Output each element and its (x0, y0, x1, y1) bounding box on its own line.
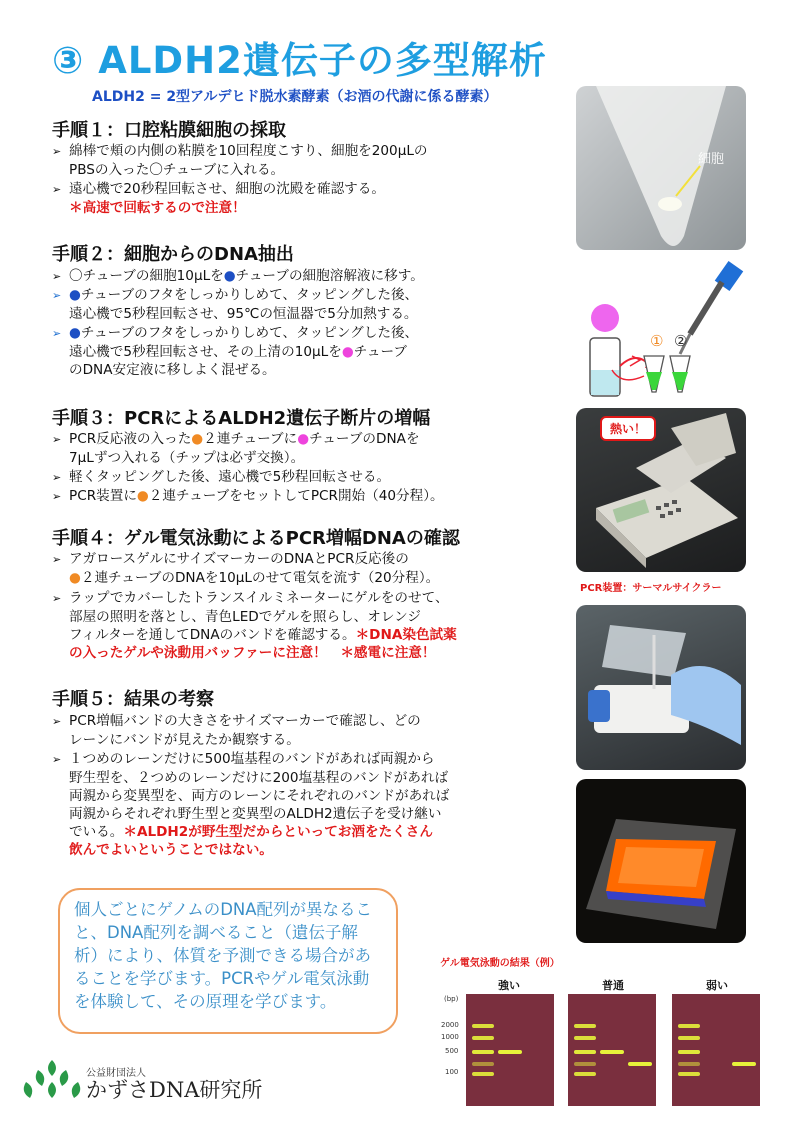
step4-item1: ➢ アガロースゲルにサイズマーカーのDNAとPCR反応後の ●２連チューブのDNAを10µLのせて電気を流す（20分程）。 (52, 551, 440, 586)
marker-label-2000: 2000 (441, 1021, 459, 1029)
page-subtitle: ALDH2 = 2型アルデヒド脱水素酵素（お酒の代謝に係る酵素） (92, 89, 498, 105)
bullet-icon: ➢ (52, 183, 62, 196)
blue-dot-icon: ● (69, 325, 81, 341)
cell-label: 細胞 (698, 152, 725, 167)
step3-item3: ➢ PCR装置に●２連チューブをセットしてPCR開始（40分程）。 (52, 488, 444, 504)
warning-text: 飲んでよいということではない。 (69, 842, 273, 858)
warning-text: ＊DNA染色試薬 (355, 627, 457, 643)
step3-item2: ➢ 軽くタッピングした後、遠心機で5秒程回転させる。 (52, 469, 391, 485)
step1-item2: ➢ 遠心機で20秒程回転させ、細胞の沈殿を確認する。 ＊高速で回転するので注意！ (52, 181, 385, 216)
blue-dot-icon: ● (69, 287, 81, 303)
bullet-icon: ➢ (52, 433, 62, 446)
step5-item2: ➢ １つめのレーンだけに500塩基程のバンドがあれば両親から 野生型を、２つめのレーンだけに200塩基程のバンドがあれば 両親から変異型を、両方のレーンにそれぞれのバンドがあれば 両親からそれぞれ野生型と変異型のALDH2遺伝子を受け継い でいる。＊ALDH2が野生型だからといってお酒をたくさん 飲んでよいということではない。 (52, 751, 450, 858)
step3-heading: 手順３：PCRによるALDH2遺伝子断片の増幅 (52, 408, 431, 429)
hot-warning-badge: 熱い！ (600, 416, 656, 441)
tube2-number: ② (674, 332, 688, 350)
bullet-icon: ➢ (52, 715, 62, 728)
marker-band (678, 1062, 700, 1066)
blue-dot-icon: ● (223, 268, 236, 284)
marker-band (678, 1072, 700, 1076)
marker-band (472, 1072, 494, 1076)
gel-panel-label: 普通 (602, 979, 624, 992)
bullet-icon: ➢ (52, 753, 62, 766)
step3-item1: ➢ PCR反応液の入った●２連チューブに●チューブのDNAを 7µLずつ入れる（チップは必ず交換）。 (52, 431, 420, 466)
gel-panel-label: 弱い (706, 979, 728, 992)
photo-gel-loading (576, 605, 746, 770)
marker-label-100: 100 (445, 1068, 459, 1076)
gel-results-caption: ゲル電気泳動の結果（例） (440, 958, 560, 969)
lane2-band (628, 1062, 652, 1066)
kazusa-logo-icon (20, 1056, 84, 1102)
gel-panel-1 (466, 994, 554, 1106)
marker-label-1000: 1000 (441, 1033, 459, 1041)
marker-band (678, 1050, 700, 1054)
step5-heading: 手順５：結果の考察 (52, 689, 214, 710)
bullet-icon: ➢ (52, 270, 62, 283)
lane1-band (600, 1050, 624, 1054)
bullet-icon: ➢ (52, 327, 62, 340)
marker-label-500: 500 (445, 1047, 459, 1055)
step2-heading: 手順２：細胞からのDNA抽出 (52, 244, 294, 265)
marker-band (574, 1072, 596, 1076)
transilluminator-illustration (576, 779, 746, 943)
gel-panel-3 (672, 994, 760, 1106)
bullet-icon: ➢ (52, 471, 62, 484)
orange-dot-icon: ● (69, 570, 81, 586)
bullet-icon: ➢ (52, 490, 62, 503)
marker-band (574, 1024, 596, 1028)
marker-band (574, 1036, 596, 1040)
marker-band (472, 1036, 494, 1040)
photo-pcr-machine (576, 408, 746, 572)
gel-panel-2 (568, 994, 656, 1106)
marker-band (574, 1062, 596, 1066)
marker-band (574, 1050, 596, 1054)
marker-band (472, 1062, 494, 1066)
logo-org-name: かずさDNA研究所 (86, 1078, 263, 1102)
step2-item3: ➢ ●チューブのフタをしっかりしめて、タッピングした後、 遠心機で5秒程回転させ、その上清の10µLを●チューブ のDNA安定液に移しよく混ぜる。 (52, 325, 419, 378)
step1-heading: 手順１：口腔粘膜細胞の採取 (52, 120, 286, 141)
page-title: ③ ALDH2遺伝子の多型解析 (52, 39, 547, 82)
gel-panel-label: 強い (498, 979, 520, 992)
bullet-icon: ➢ (52, 289, 62, 302)
orange-dot-icon: ● (191, 431, 204, 447)
warning-text: ＊ALDH2が野生型だからといってお酒をたくさん (123, 824, 433, 840)
photo-tube-cells (576, 86, 746, 250)
bullet-icon: ➢ (52, 553, 62, 566)
bullet-icon: ➢ (52, 592, 62, 605)
tube1-number: ① (650, 332, 664, 350)
bullet-icon: ➢ (52, 145, 62, 158)
step5-item1: ➢ PCR増幅バンドの大きさをサイズマーカーで確認し、どの レーンにバンドが見えたか観察する。 (52, 713, 421, 748)
tube-illustration (576, 86, 746, 250)
step4-item2: ➢ ラップでカバーしたトランスイルミネーターにゲルをのせて、 部屋の照明を落とし、青色LEDでゲルを照らし、オレンジ フィルターを通してDNAのバンドを確認する。＊DNA染色試薬 の入ったゲルや泳動用バッファーに注意！ ＊感電に注意！ (52, 590, 457, 661)
lane1-band (498, 1050, 522, 1054)
bp-unit-label: (bp) (444, 995, 459, 1003)
marker-band (678, 1036, 700, 1040)
marker-band (678, 1024, 700, 1028)
step4-heading: 手順４：ゲル電気泳動によるPCR増幅DNAの確認 (52, 528, 460, 549)
pink-dot-icon: ● (297, 431, 310, 447)
step2-item2: ➢ ●チューブのフタをしっかりしめて、タッピングした後、 遠心機で5秒程回転させ、95℃の恒温器で5分加熱する。 (52, 287, 419, 322)
lane2-band (732, 1062, 756, 1066)
marker-band (472, 1050, 494, 1054)
diagram-tubes-pipette (582, 258, 752, 400)
warning-text: ＊高速で回転するので注意！ (69, 200, 246, 216)
gel-loading-illustration (576, 605, 746, 770)
warning-text: の入ったゲルや泳動用バッファーに注意！ ＊感電に注意！ (69, 645, 436, 661)
summary-note: 個人ごとにゲノムのDNA配列が異なること、DNA配列を調べること（遺伝子解析）により、体質を予測できる場合があることを学びます。PCRやゲル電気泳動を体験して、その原理を学びます。 (58, 888, 398, 1034)
photo-transilluminator (576, 779, 746, 943)
step1-item1: ➢ 綿棒で頬の内側の粘膜を10回程度こすり、細胞を200µLの PBSの入った〇チューブに入れる。 (52, 143, 428, 178)
logo-org-type: 公益財団法人 (86, 1068, 146, 1079)
pink-dot-icon: ● (341, 344, 354, 360)
step2-item1: ➢ 〇チューブの細胞10µLを●チューブの細胞溶解液に移す。 (52, 268, 424, 284)
orange-dot-icon: ● (136, 488, 149, 504)
pcr-caption: PCR装置：サーマルサイクラー (580, 583, 722, 594)
marker-band (472, 1024, 494, 1028)
